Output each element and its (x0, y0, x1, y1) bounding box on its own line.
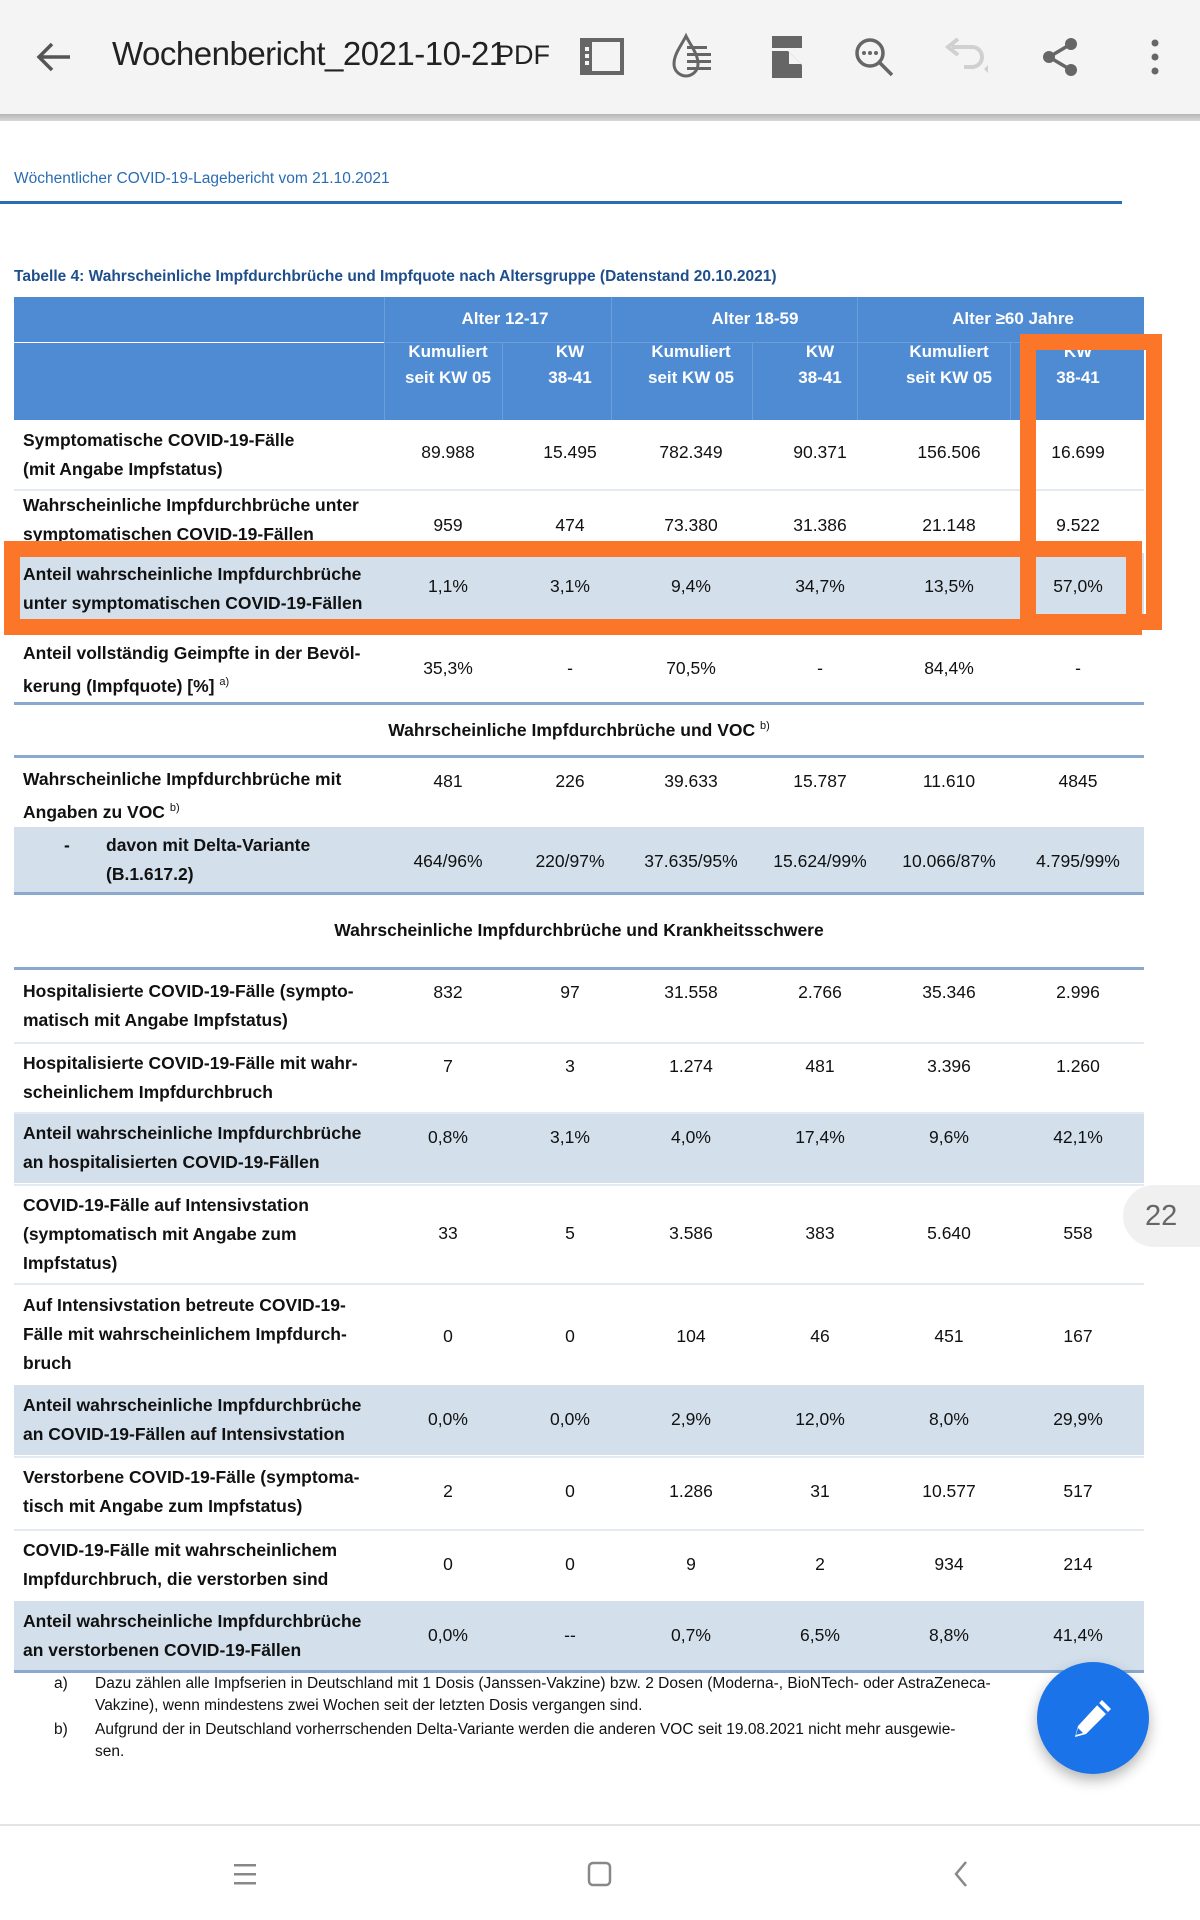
cell-value: 89.988 (421, 442, 475, 462)
cell-value: 90.371 (793, 442, 847, 462)
back-arrow-icon[interactable] (30, 32, 80, 82)
row-divider (14, 1184, 1144, 1186)
cell-value: 4.795/99% (1036, 851, 1120, 871)
row-label-line: scheinlichem Impfdurchbruch (23, 1082, 273, 1102)
column-header (621, 339, 761, 391)
cell-value: 15.624/99% (773, 851, 867, 871)
cell-value: 3 (565, 1056, 575, 1076)
cell-value: 6,5% (800, 1625, 840, 1645)
cell-value: 464/96% (413, 851, 483, 871)
cell-value: 33 (438, 1223, 458, 1243)
table-row-icu-cases (14, 1185, 1144, 1283)
cell-value: 558 (1063, 1223, 1093, 1243)
file-type-label: PDF (496, 40, 550, 70)
recent-apps-icon[interactable] (220, 1854, 270, 1894)
column-header (500, 339, 640, 391)
cell-value: 29,9% (1053, 1409, 1103, 1429)
row-label-line: Impfstatus) (23, 1252, 118, 1273)
cell-value: 16.699 (1051, 442, 1105, 462)
column-header-line: seit KW 05 (648, 368, 734, 387)
cell-value: - (1075, 658, 1081, 678)
table-row-icu-breakthrough (14, 1284, 1144, 1384)
row-divider (14, 1112, 1144, 1114)
row-label (23, 639, 360, 701)
section-title-text: Wahrscheinliche Impfdurchbrüche und VOC (388, 720, 756, 740)
row-label-line: davon mit Delta-Variante (106, 835, 311, 855)
column-divider (384, 297, 385, 420)
cell-value: 0 (565, 1481, 575, 1501)
column-header-line: Kumuliert (909, 342, 989, 361)
row-divider (14, 1042, 1144, 1044)
header-rule (0, 201, 1122, 204)
cell-value: 3.396 (927, 1056, 971, 1076)
cell-value: 57,0% (1053, 576, 1103, 596)
cell-value: 104 (676, 1326, 706, 1346)
section-rule (14, 892, 1144, 895)
page-number-indicator[interactable]: 22 (1123, 1185, 1200, 1247)
column-header-line: 38-41 (798, 368, 842, 387)
cell-value: 156.506 (917, 442, 981, 462)
cell-value: 97 (560, 982, 580, 1002)
row-label-line: Hospitalisierte COVID-19-Fälle mit wahr- (23, 1053, 358, 1073)
row-label-line: (mit Angabe Impfstatus) (23, 459, 223, 479)
cell-value: 21.148 (922, 515, 976, 535)
cell-value: 0,7% (671, 1625, 711, 1645)
cell-value: 9,4% (671, 576, 711, 596)
age-group-header-row (14, 297, 1144, 342)
cell-value: 0,0% (550, 1409, 590, 1429)
cell-value: 2.766 (798, 982, 842, 1002)
cell-value: -- (564, 1625, 576, 1645)
column-divider (611, 297, 612, 420)
table-row-deaths (14, 1457, 1144, 1527)
cell-value: 2,9% (671, 1409, 711, 1429)
footnote-line: Dazu zählen alle Impfserien in Deutschland mit 1 Dosis (Janssen-Vakzine) bzw. 2 Dosen (Moderna-, BioNTech- oder AstraZeneca- (95, 1675, 991, 1692)
cell-value: - (817, 658, 823, 678)
column-header (1008, 339, 1148, 391)
table-row-symptomatic-cases (14, 420, 1144, 490)
reading-mode-icon[interactable] (575, 30, 629, 84)
cell-value: 37.635/95% (644, 851, 738, 871)
row-label-line: Auf Intensivstation betreute COVID-19- (23, 1294, 346, 1315)
cell-value: 10.066/87% (902, 851, 996, 871)
table-row-hospitalized-breakthrough (14, 1043, 1144, 1113)
row-label (106, 831, 310, 889)
cell-value: 11.610 (922, 771, 976, 791)
cell-value: 1.286 (669, 1481, 713, 1501)
footnote-text (95, 1673, 1095, 1717)
cell-value: 220/97% (535, 851, 605, 871)
row-label-line: Anteil wahrscheinliche Impfdurchbrüche (23, 1611, 362, 1631)
cell-value: 0,0% (428, 1625, 468, 1645)
cell-value: 0,0% (428, 1409, 468, 1429)
cell-value: 9.522 (1056, 515, 1100, 535)
cell-value: 12,0% (795, 1409, 845, 1429)
cell-value: 934 (934, 1554, 964, 1574)
cell-value: 0 (443, 1326, 453, 1346)
row-label-line: Impfdurchbruch, die verstorben sind (23, 1569, 329, 1589)
column-header-line: 38-41 (548, 368, 592, 387)
cell-value: 0,8% (428, 1127, 468, 1147)
footnote-mark: a) (54, 1675, 68, 1692)
bullet-dash: - (64, 835, 70, 855)
row-label-line: symptomatischen COVID-19-Fällen (23, 524, 314, 544)
footnote-line: Vakzine), wenn mindestens zwei Wochen seit der letzten Dosis vergangen sind. (95, 1697, 643, 1714)
cell-value: 8,8% (929, 1625, 969, 1645)
column-header-line: KW (1063, 342, 1093, 361)
back-icon[interactable] (935, 1854, 985, 1894)
cell-value: 15.495 (543, 442, 597, 462)
section-title-severity: Wahrscheinliche Impfdurchbrüche und Krankheitsschwere (334, 920, 824, 940)
row-label-line: tisch mit Angabe zum Impfstatus) (23, 1496, 303, 1516)
row-label-line: Symptomatische COVID-19-Fälle (23, 430, 295, 450)
cell-value: 34,7% (795, 576, 845, 596)
row-label (23, 1049, 358, 1107)
row-label-line: COVID-19-Fälle auf Intensivstation (23, 1194, 309, 1215)
row-label-line: COVID-19-Fälle mit wahrscheinlichem (23, 1540, 338, 1560)
column-header-line: Kumuliert (651, 342, 731, 361)
row-label (23, 491, 359, 549)
edit-pencil-icon (1070, 1695, 1116, 1741)
cell-value: 0 (565, 1554, 575, 1574)
table-row-deaths-breakthrough (14, 1530, 1144, 1600)
row-label-line: Anteil wahrscheinliche Impfdurchbrüche (23, 564, 362, 584)
cell-value: 31.558 (664, 982, 718, 1002)
table-row-voc (14, 760, 1144, 827)
age-group-header: Alter ≥60 Jahre (952, 309, 1074, 328)
column-divider (857, 297, 858, 420)
column-header-line: Kumuliert (408, 342, 488, 361)
cell-value: 46 (810, 1326, 830, 1346)
cell-value: 3,1% (550, 1127, 590, 1147)
age-group-header: Alter 18-59 (711, 309, 799, 328)
row-label-line: an hospitalisierten COVID-19-Fällen (23, 1152, 320, 1172)
row-divider (14, 1283, 1144, 1285)
cell-value: 3,1% (550, 576, 590, 596)
cell-value: 226 (555, 771, 585, 791)
cell-value: 782.349 (659, 442, 723, 462)
cell-value: 5.640 (927, 1223, 971, 1243)
table-row-vaccination-rate (14, 633, 1144, 703)
cell-value: 2 (815, 1554, 825, 1574)
cell-value: 39.633 (664, 771, 718, 791)
row-label-line: Angaben zu VOC (23, 801, 165, 822)
cell-value: 474 (555, 515, 585, 535)
table-row-icu-share (14, 1385, 1144, 1455)
cell-value: 5 (565, 1223, 575, 1243)
cell-value: 73.380 (664, 515, 718, 535)
more-options-icon[interactable] (1128, 30, 1182, 84)
row-label-line: Anteil wahrscheinliche Impfdurchbrüche (23, 1123, 362, 1143)
page-layout-icon[interactable] (760, 30, 814, 84)
cell-value: 10.577 (922, 1481, 976, 1501)
cell-value: 2 (443, 1481, 453, 1501)
cell-value: 31.386 (793, 515, 847, 535)
home-icon[interactable] (575, 1854, 625, 1894)
cell-value: 35.346 (922, 982, 976, 1002)
section-rule (14, 702, 1144, 705)
row-label (23, 1536, 337, 1594)
row-label (23, 1191, 309, 1278)
column-divider (752, 343, 753, 420)
document-title: Wochenbericht_2021-10-21 (112, 35, 507, 72)
row-label-line: an COVID-19-Fällen auf Intensivstation (23, 1424, 345, 1444)
column-header (879, 339, 1019, 391)
row-divider (14, 1529, 1144, 1531)
column-header-line: seit KW 05 (405, 368, 491, 387)
footnote-line: Aufgrund der in Deutschland vorherrschenden Delta-Variante werden die anderen VOC seit 19.08.2021 nicht mehr ausgewie- (95, 1721, 956, 1738)
cell-value: 959 (433, 515, 463, 535)
cell-value: 383 (805, 1223, 835, 1243)
row-label-line: (symptomatisch mit Angabe zum (23, 1223, 297, 1244)
footnote-ref: b) (169, 801, 180, 814)
footnote-mark: b) (54, 1721, 68, 1738)
share-icon[interactable] (1034, 30, 1088, 84)
cell-value: 517 (1063, 1481, 1093, 1501)
row-divider (14, 1456, 1144, 1458)
cell-value: 84,4% (924, 658, 974, 678)
cell-value: 17,4% (795, 1127, 845, 1147)
row-label (23, 977, 354, 1035)
cell-value: 1.260 (1056, 1056, 1100, 1076)
cell-value: 4845 (1058, 771, 1098, 791)
footnote-text (95, 1719, 1095, 1763)
row-label (23, 1463, 359, 1521)
cell-value: 3.586 (669, 1223, 713, 1243)
row-label (23, 765, 341, 827)
sub-header-row (14, 343, 1144, 420)
row-label (23, 1391, 361, 1449)
cell-value: 1.274 (669, 1056, 713, 1076)
search-icon[interactable] (847, 30, 901, 84)
cell-value: 8,0% (929, 1409, 969, 1429)
row-label-line: Anteil vollständig Geimpfte in der Bevöl- (23, 643, 361, 663)
column-header-line: seit KW 05 (906, 368, 992, 387)
cell-value: 214 (1063, 1554, 1093, 1574)
cell-value: 31 (810, 1481, 830, 1501)
cell-value: 0 (565, 1326, 575, 1346)
table-row-breakthrough-share (14, 553, 1144, 625)
row-label-line: (B.1.617.2) (106, 864, 194, 884)
cell-value: 0 (443, 1554, 453, 1574)
table-row-hospitalized-share (14, 1113, 1144, 1183)
table-row-hospitalized (14, 970, 1144, 1042)
row-label-line: Verstorbene COVID-19-Fälle (symptoma- (23, 1467, 360, 1487)
row-label-line: kerung (Impfquote) [%] (23, 675, 215, 696)
row-label-line: an verstorbenen COVID-19-Fällen (23, 1640, 302, 1660)
row-label-line: Wahrscheinliche Impfdurchbrüche mit (23, 768, 342, 789)
table-row-breakthroughs (14, 491, 1144, 549)
table-row-delta-variant (14, 827, 1144, 893)
cell-value: 167 (1063, 1326, 1093, 1346)
cell-value: 451 (934, 1326, 964, 1346)
cell-value: 9,6% (929, 1127, 969, 1147)
row-label (23, 426, 294, 484)
column-header-line: 38-41 (1056, 368, 1100, 387)
cell-value: 1,1% (428, 576, 468, 596)
row-label (23, 560, 362, 618)
column-header-line: KW (805, 342, 835, 361)
cell-value: 42,1% (1053, 1127, 1103, 1147)
column-header-line: KW (555, 342, 585, 361)
section-title-voc (14, 720, 1144, 741)
toolbar-divider (0, 114, 1200, 121)
row-label-line: Hospitalisierte COVID-19-Fälle (sympto- (23, 981, 354, 1001)
cell-value: 15.787 (793, 771, 847, 791)
undo-icon[interactable] (940, 30, 994, 84)
cell-value: 832 (433, 982, 463, 1002)
row-label-line: Anteil wahrscheinliche Impfdurchbrüche (23, 1395, 362, 1415)
cell-value: 41,4% (1053, 1625, 1103, 1645)
cell-value: 481 (433, 771, 463, 791)
row-label-line: Wahrscheinliche Impfdurchbrüche unter (23, 495, 359, 515)
document-running-header: Wöchentlicher COVID-19-Lagebericht vom 21.10.2021 (14, 170, 390, 187)
section-rule (14, 755, 1144, 758)
cell-value: 70,5% (666, 658, 716, 678)
footnote-ref: a) (219, 676, 230, 688)
age-group-header: Alter 12-17 (461, 309, 549, 328)
row-label (23, 1607, 361, 1665)
cell-value: 7 (443, 1056, 453, 1076)
cell-value: 4,0% (671, 1127, 711, 1147)
row-label-line: bruch (23, 1352, 72, 1373)
app-toolbar (0, 0, 1200, 114)
table-caption: Tabelle 4: Wahrscheinliche Impfdurchbrüche und Impfquote nach Altersgruppe (Datenstand 20.10.2021) (14, 268, 777, 285)
edit-fab-button[interactable] (1037, 1662, 1149, 1774)
system-navigation-bar (0, 1824, 1200, 1920)
row-label (23, 1119, 361, 1177)
column-divider (502, 343, 503, 420)
column-divider (1010, 343, 1011, 420)
cell-value: 13,5% (924, 576, 974, 596)
row-label-line: unter symptomatischen COVID-19-Fällen (23, 593, 363, 613)
cell-value: 9 (686, 1554, 696, 1574)
cell-value: 35,3% (423, 658, 473, 678)
row-label (23, 1291, 347, 1378)
table-row-deaths-share (14, 1601, 1144, 1671)
cell-value: 481 (805, 1056, 835, 1076)
column-header (378, 339, 518, 391)
column-header (750, 339, 890, 391)
cell-value: - (567, 658, 573, 678)
footnote-ref: b) (760, 720, 770, 733)
row-label-line: Fälle mit wahrscheinlichem Impfdurch- (23, 1323, 347, 1344)
cell-value: 2.996 (1056, 982, 1100, 1002)
footnote-line: sen. (95, 1743, 125, 1760)
row-label-line: matisch mit Angabe Impfstatus) (23, 1010, 288, 1030)
liquid-mode-icon[interactable] (667, 30, 721, 84)
